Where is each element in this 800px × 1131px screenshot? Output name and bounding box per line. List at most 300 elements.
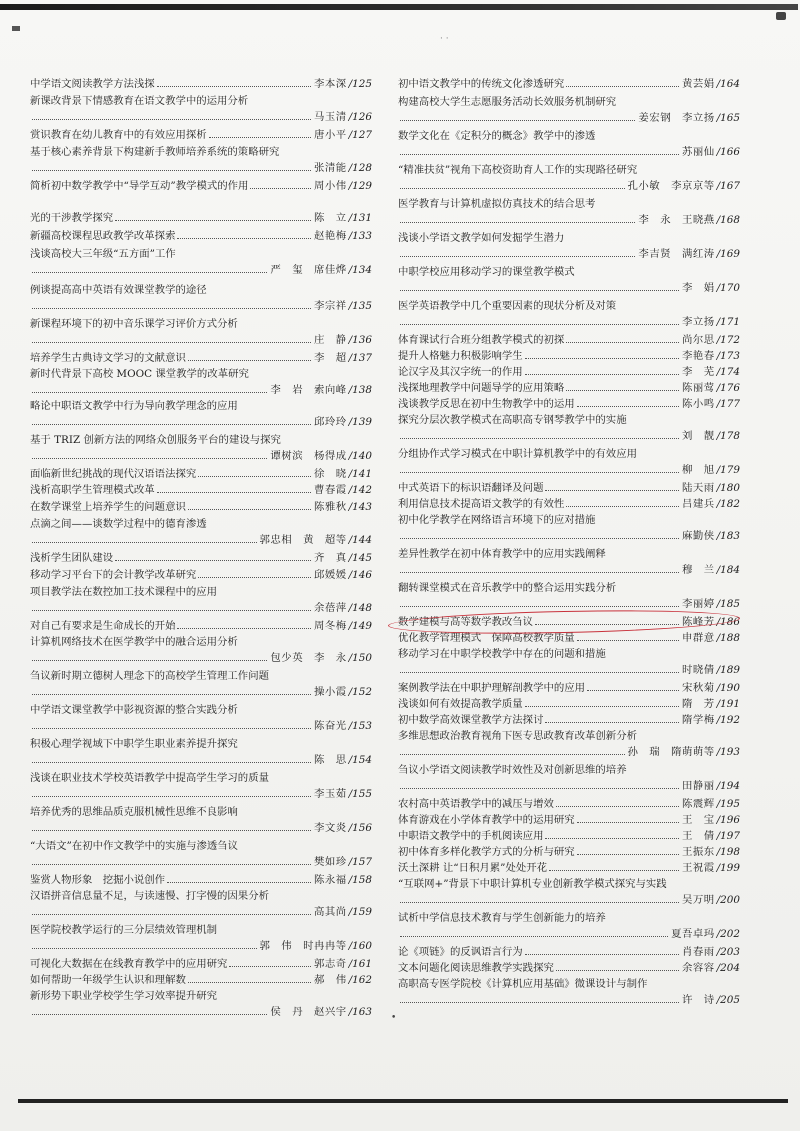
entry-page: /171 [716, 316, 740, 329]
entry-page: /144 [348, 534, 372, 547]
entry-authors: 唐小平 [313, 129, 347, 141]
toc-entry [398, 264, 740, 296]
entry-page: /137 [348, 352, 372, 364]
scan-mark [776, 12, 786, 20]
entry-page: /128 [348, 162, 372, 175]
entry-title: 高职高专医学院校《计算机应用基础》微课设计与制作 [398, 978, 648, 990]
toc-entry [30, 398, 372, 430]
entry-authors: 马玉清 [313, 111, 347, 124]
toc-entry [30, 76, 372, 92]
entry-authors: 宋秋菊 [681, 682, 715, 694]
entry-page: /140 [348, 450, 372, 463]
entry-title: 数学建模与高等数学教改刍议 [398, 616, 534, 628]
entry-title: 点滴之间——谈数学过程中的德育渗透 [30, 518, 207, 530]
entry-authors: 严 玺 席佳烨 [270, 264, 347, 277]
dot-leader [167, 882, 311, 883]
dot-leader [188, 982, 311, 983]
entry-title: 可视化大数据在在线教育教学中的应用研究 [30, 958, 228, 970]
entry-title: 农村高中英语教学中的减压与增效 [398, 798, 554, 810]
toc-entry [30, 618, 372, 634]
entry-authors: 孔小敏 李京京等 [627, 180, 715, 193]
entry-title: 浅探地理教学中问题导学的应用策略 [398, 382, 565, 394]
toc-entry [398, 680, 740, 696]
dot-leader [400, 936, 668, 937]
dot-leader [577, 822, 679, 823]
entry-title: 初中语文教学中的传统文化渗透研究 [398, 78, 565, 90]
toc-entry [30, 316, 372, 348]
toc-entry [398, 512, 740, 544]
entry-authors: 吴万明 [681, 894, 715, 907]
toc-entry [398, 332, 740, 348]
entry-authors: 李立扬 [681, 316, 715, 329]
dot-leader [188, 360, 311, 361]
entry-authors: 郭 伟 时冉冉等 [259, 940, 347, 953]
entry-page: /194 [716, 780, 740, 793]
entry-page: /146 [348, 569, 372, 581]
dot-leader [32, 272, 267, 273]
dot-leader [188, 509, 311, 510]
entry-title: 培养学生古典诗文学习的文献意识 [30, 352, 186, 364]
entry-page: /182 [716, 498, 740, 510]
entry-title: 赏识教育在幼儿教育中的有效应用探析 [30, 129, 207, 141]
entry-title: 新课改背景下情感教育在语文教学中的运用分析 [30, 95, 249, 107]
toc-entry [30, 482, 372, 498]
entry-title: 如何帮助一年级学生认识和理解数 [30, 974, 186, 986]
entry-title: 浅析学生团队建设 [30, 552, 114, 564]
entry-title: 构建高校大学生志愿服务活动长效服务机制研究 [398, 96, 617, 108]
entry-title: 体育游戏在小学体育教学中的运用研究 [398, 814, 575, 826]
toc-entry [398, 446, 740, 478]
entry-page: /168 [716, 214, 740, 227]
entry-title: 中式英语下的标识语翻译及问题 [398, 482, 544, 494]
entry-page: /157 [348, 856, 372, 869]
toc-entry [398, 944, 740, 960]
entry-authors: 陆天雨 [681, 482, 715, 494]
entry-authors: 周小伟 [313, 180, 347, 192]
toc-entry [398, 396, 740, 412]
entry-page: /126 [348, 111, 372, 124]
dot-leader [556, 806, 679, 807]
entry-page: /200 [716, 894, 740, 907]
entry-page: /143 [348, 501, 372, 513]
entry-page: /162 [348, 974, 372, 986]
entry-authors: 李文炎 [313, 822, 347, 835]
entry-page: /169 [716, 248, 740, 261]
dot-leader [32, 694, 311, 695]
entry-title: 浅谈在职业技术学校英语教学中提高学生学习的质量 [30, 772, 269, 784]
dot-leader [32, 762, 311, 763]
entry-authors: 邱玲玲 [313, 416, 347, 429]
entry-authors: 陈丽莺 [681, 382, 715, 394]
entry-page: /145 [348, 552, 372, 564]
toc-entry [30, 584, 372, 616]
entry-page: /159 [348, 906, 372, 919]
entry-title: 中学语文阅读教学方法浅探 [30, 78, 155, 90]
entry-authors: 孙 瑞 隋萌萌等 [627, 746, 715, 759]
dot-leader [32, 458, 267, 459]
dot-leader [32, 728, 311, 729]
entry-title: 分组协作式学习模式在中职计算机教学中的有效应用 [398, 448, 637, 460]
toc-entry [398, 380, 740, 396]
entry-page: /172 [716, 334, 740, 346]
entry-page: /125 [348, 78, 372, 90]
dot-leader [250, 188, 311, 189]
entry-title: 项目教学法在数控加工技术课程中的应用 [30, 586, 218, 598]
entry-authors: 隋学梅 [681, 714, 715, 726]
dot-leader [32, 914, 311, 915]
toc-entry [30, 567, 372, 583]
toc-entry [30, 466, 372, 482]
entry-title: 计算机网络技术在医学教学中的融合运用分析 [30, 636, 238, 648]
entry-authors: 陈 立 [313, 212, 347, 224]
dot-leader [577, 854, 679, 855]
entry-page: /188 [716, 632, 740, 644]
dot-leader [157, 86, 311, 87]
dot-leader [400, 290, 679, 291]
toc-entry [30, 804, 372, 836]
entry-title: 体育课试行合班分组教学模式的初探 [398, 334, 565, 346]
entry-title: 论《项链》的反讽语言行为 [398, 946, 523, 958]
toc-entry [398, 712, 740, 728]
dot-leader [545, 838, 679, 839]
entry-authors: 郭忠相 黄 超等 [259, 534, 347, 547]
entry-authors: 李 永 王晓燕 [638, 214, 715, 227]
toc-entry [30, 972, 372, 988]
dot-leader [525, 706, 679, 707]
dot-leader [209, 137, 311, 138]
entry-page: /138 [348, 384, 372, 397]
toc-entry [398, 546, 740, 578]
dot-leader [32, 948, 257, 949]
entry-title: 试析中学信息技术教育与学生创新能力的培养 [398, 912, 606, 924]
entry-title: 翻转课堂模式在音乐教学中的整合运用实践分析 [398, 582, 617, 594]
entry-authors: 陈永福 [313, 874, 347, 886]
dot-leader [400, 672, 679, 673]
entry-authors: 庄 静 [313, 334, 347, 347]
dot-leader [400, 438, 679, 439]
entry-page: /150 [348, 652, 372, 665]
dot-leader [229, 966, 311, 967]
entry-title: 浅谈如何有效提高教学质量 [398, 698, 523, 710]
entry-authors: 樊如珍 [313, 856, 347, 869]
bottom-rule [18, 1099, 788, 1103]
toc-entry [398, 580, 740, 612]
entry-title: 浅谈小学语文教学如何发掘学生潜力 [398, 232, 565, 244]
dot-leader [32, 392, 267, 393]
dot-leader [400, 538, 679, 539]
entry-page: /173 [716, 350, 740, 362]
scan-mark: · · [440, 34, 449, 44]
entry-page: /133 [348, 230, 372, 242]
entry-authors: 李丽婷 [681, 598, 715, 611]
entry-title: 中学语文课堂教学中影视资源的整合实践分析 [30, 704, 238, 716]
toc-entry [30, 838, 372, 870]
toc-entry [398, 876, 740, 908]
entry-page: /205 [716, 994, 740, 1007]
entry-page: /186 [716, 616, 740, 628]
dot-leader [32, 170, 311, 171]
entry-authors: 麻勤侠 [681, 530, 715, 543]
entry-title: 浅谈教学反思在初中生物教学中的运用 [398, 398, 575, 410]
entry-page: /196 [716, 814, 740, 826]
dot-leader [400, 1002, 679, 1003]
entry-page: /165 [716, 112, 740, 125]
dot-leader [400, 472, 679, 473]
toc-entry [30, 499, 372, 515]
toc-entry [30, 736, 372, 768]
entry-title: 医学院校教学运行的三分层绩效管理机制 [30, 924, 218, 936]
entry-authors: 王祝霞 [681, 862, 715, 874]
dot-leader [32, 830, 311, 831]
entry-title: 医学教育与计算机虚拟仿真技术的结合思考 [398, 198, 596, 210]
entry-title: 刍议小学语文阅读教学时效性及对创新思维的培养 [398, 764, 627, 776]
entry-title: 多维思想政治教育视角下医专思政教育改革创新分析 [398, 730, 637, 742]
dot-leader [400, 788, 679, 789]
entry-page: /190 [716, 682, 740, 694]
toc-entry [398, 728, 740, 760]
entry-page: /127 [348, 129, 372, 141]
entry-title: 初中数学高效课堂教学方法探讨 [398, 714, 544, 726]
entry-page: /178 [716, 430, 740, 443]
entry-title: 积极心理学视域下中职学生职业素养提升探究 [30, 738, 238, 750]
entry-page: /153 [348, 720, 372, 733]
toc-entry [398, 630, 740, 646]
entry-page: /135 [348, 300, 372, 313]
dot-leader [400, 754, 625, 755]
toc-entry [398, 860, 740, 876]
dot-leader [32, 424, 311, 425]
toc-entry [30, 228, 372, 244]
entry-authors: 王振东 [681, 846, 715, 858]
toc-entry [398, 480, 740, 496]
dot-leader [198, 577, 311, 578]
entry-page: /142 [348, 484, 372, 496]
toc-entry [30, 988, 372, 1020]
entry-page: /129 [348, 180, 372, 192]
entry-authors: 周冬梅 [313, 620, 347, 632]
entry-title: 在数学课堂上培养学生的问题意识 [30, 501, 186, 513]
entry-title: 浅谈高校大三年级“五方面”工作 [30, 248, 176, 260]
toc-entry [398, 762, 740, 794]
entry-title: 鉴赏人物形象 挖掘小说创作 [30, 874, 166, 886]
toc-entry [30, 634, 372, 666]
toc-entry [398, 412, 740, 444]
entry-authors: 侯 丹 赵兴宇 [270, 1006, 347, 1019]
entry-title: 简析初中数学教学中“导学互动”教学模式的作用 [30, 180, 249, 192]
entry-authors: 李 娟 [681, 282, 715, 295]
entry-authors: 李 芜 [681, 366, 715, 378]
toc-entry [398, 796, 740, 812]
toc-entry [30, 872, 372, 888]
entry-authors: 陈 思 [313, 754, 347, 767]
entry-page: /152 [348, 686, 372, 699]
toc-entry [30, 127, 372, 143]
toc-entry [30, 366, 372, 398]
entry-title: “精准扶贫”视角下高校资助育人工作的实现路径研究 [398, 164, 638, 176]
toc-entry [398, 298, 740, 330]
dot-leader [400, 120, 635, 121]
entry-page: /177 [716, 398, 740, 410]
dot-leader [32, 864, 311, 865]
entry-title: 初中化学教学在网络语言环境下的应对措施 [398, 514, 596, 526]
entry-page: /139 [348, 416, 372, 429]
dot-leader [198, 476, 311, 477]
entry-title: 论汉字及其汉字统一的作用 [398, 366, 523, 378]
dot-leader [525, 358, 679, 359]
entry-page: /167 [716, 180, 740, 193]
entry-title: 利用信息技术提高语文教学的有效性 [398, 498, 565, 510]
toc-entry [30, 956, 372, 972]
dot-leader [566, 390, 679, 391]
dot-leader [400, 324, 679, 325]
entry-page: /202 [716, 928, 740, 941]
entry-page: /170 [716, 282, 740, 295]
toc-entry [398, 196, 740, 228]
entry-authors: 徐 晓 [313, 468, 347, 480]
entry-title: 移动学习在中职学校教学中存在的问题和措施 [398, 648, 606, 660]
toc-entry [30, 432, 372, 464]
dot-leader [177, 238, 311, 239]
entry-page: /199 [716, 862, 740, 874]
entry-title: 刍议新时期立德树人理念下的高校学生管理工作问题 [30, 670, 269, 682]
dot-leader [577, 406, 679, 407]
entry-authors: 刘 靓 [681, 430, 715, 443]
entry-title: 案例教学法在中职护理解剖教学中的应用 [398, 682, 586, 694]
toc-entry [398, 646, 740, 678]
entry-title: 新形势下职业学校学生学习效率提升研究 [30, 990, 218, 1002]
dot-leader [115, 560, 311, 561]
entry-page: /156 [348, 822, 372, 835]
dot-leader [400, 154, 679, 155]
entry-authors: 包少英 李 永 [270, 652, 347, 665]
dot-leader [525, 954, 679, 955]
entry-title: 新课程环境下的初中音乐课学习评价方式分析 [30, 318, 238, 330]
entry-page: /197 [716, 830, 740, 842]
entry-page: /193 [716, 746, 740, 759]
entry-title: 例谈提高高中英语有效课堂教学的途径 [30, 284, 207, 296]
dot-leader [32, 119, 311, 120]
dot-leader [566, 342, 679, 343]
entry-authors: 王 倩 [681, 830, 715, 842]
entry-authors: 张清能 [313, 162, 347, 175]
toc-entry [398, 844, 740, 860]
entry-page: /174 [716, 366, 740, 378]
dot-leader [32, 542, 257, 543]
entry-page: /158 [348, 874, 372, 886]
entry-page: /204 [716, 962, 740, 974]
entry-authors: 余蓓萍 [313, 602, 347, 615]
entry-title: 提升人格魅力积极影响学生 [398, 350, 523, 362]
entry-authors: 黄芸娟 [681, 78, 715, 90]
entry-page: /176 [716, 382, 740, 394]
entry-authors: 赵艳梅 [313, 230, 347, 242]
toc-entry [398, 960, 740, 976]
entry-title: 新疆高校课程思政教学改革探索 [30, 230, 176, 242]
entry-title: 培养优秀的思维品质克服机械性思维不良影响 [30, 806, 238, 818]
toc-entry [398, 94, 740, 126]
dot-leader [400, 188, 625, 189]
toc-entry [398, 128, 740, 160]
toc-entry [398, 812, 740, 828]
toc-entry [30, 210, 372, 226]
toc-entry [398, 828, 740, 844]
entry-title: 新时代背景下高校 MOOC 课堂教学的改革研究 [30, 368, 249, 380]
entry-page: /185 [716, 598, 740, 611]
toc-entry [30, 350, 372, 366]
entry-page: /154 [348, 754, 372, 767]
entry-page: /198 [716, 846, 740, 858]
entry-title: 对自己有要求是生命成长的开始 [30, 620, 176, 632]
entry-authors: 李宗祥 [313, 300, 347, 313]
entry-authors: 李 岩 索向峰 [270, 384, 347, 397]
toc-entry [30, 246, 372, 278]
toc-entry [398, 364, 740, 380]
entry-authors: 李玉茹 [313, 788, 347, 801]
entry-title: 初中体育多样化教学方式的分析与研究 [398, 846, 575, 858]
entry-page: /163 [348, 1006, 372, 1019]
entry-title: 探究分层次教学模式在高职高专钢琴教学中的实施 [398, 414, 627, 426]
toc-entry [398, 76, 740, 92]
entry-page: /203 [716, 946, 740, 958]
entry-authors: 吕建兵 [681, 498, 715, 510]
entry-title: 基于 TRIZ 创新方法的网络众创服务平台的建设与探究 [30, 434, 281, 446]
toc-entry [398, 162, 740, 194]
dot-leader [566, 86, 679, 87]
entry-authors: 曹春霞 [313, 484, 347, 496]
entry-authors: 陈震辉 [681, 798, 715, 810]
toc-entry [398, 496, 740, 512]
dot-leader [177, 628, 311, 629]
toc-entry [30, 668, 372, 700]
entry-page: /180 [716, 482, 740, 494]
dot-leader [400, 572, 679, 573]
toc-entry [30, 516, 372, 548]
entry-page: /189 [716, 664, 740, 677]
dot-leader [157, 492, 311, 493]
entry-authors: 余容容 [681, 962, 715, 974]
entry-page: /134 [348, 264, 372, 277]
entry-page: /183 [716, 530, 740, 543]
entry-page: /191 [716, 698, 740, 710]
entry-authors: 陈雅秋 [313, 501, 347, 513]
entry-authors: 李艳春 [681, 350, 715, 362]
entry-title: 浅析高职学生管理模式改革 [30, 484, 155, 496]
dot-leader [545, 490, 679, 491]
toc-entry [398, 976, 740, 1008]
entry-page: /149 [348, 620, 372, 632]
entry-title: 面临新世纪挑战的现代汉语语法探究 [30, 468, 197, 480]
toc-entry [398, 348, 740, 364]
entry-authors: 谭树滨 杨得成 [270, 450, 347, 463]
entry-authors: 申群意 [681, 632, 715, 644]
entry-page: /184 [716, 564, 740, 577]
dot-leader [32, 1014, 267, 1015]
entry-authors: 操小霞 [313, 686, 347, 699]
entry-authors: 姜宏钢 李立扬 [638, 112, 715, 125]
scan-mark: • [391, 1013, 397, 1023]
entry-authors: 邱媛媛 [313, 569, 347, 581]
entry-authors: 时晓倩 [681, 664, 715, 677]
entry-authors: 隋 芳 [681, 698, 715, 710]
top-rule [0, 4, 798, 10]
dot-leader [32, 342, 311, 343]
entry-authors: 李吉贤 满红涛 [638, 248, 715, 261]
entry-title: 移动学习平台下的会计教学改革研究 [30, 569, 197, 581]
scan-mark [12, 26, 20, 31]
dot-leader [400, 222, 635, 223]
entry-page: /192 [716, 714, 740, 726]
entry-title: 中职语文教学中的手机阅读应用 [398, 830, 544, 842]
